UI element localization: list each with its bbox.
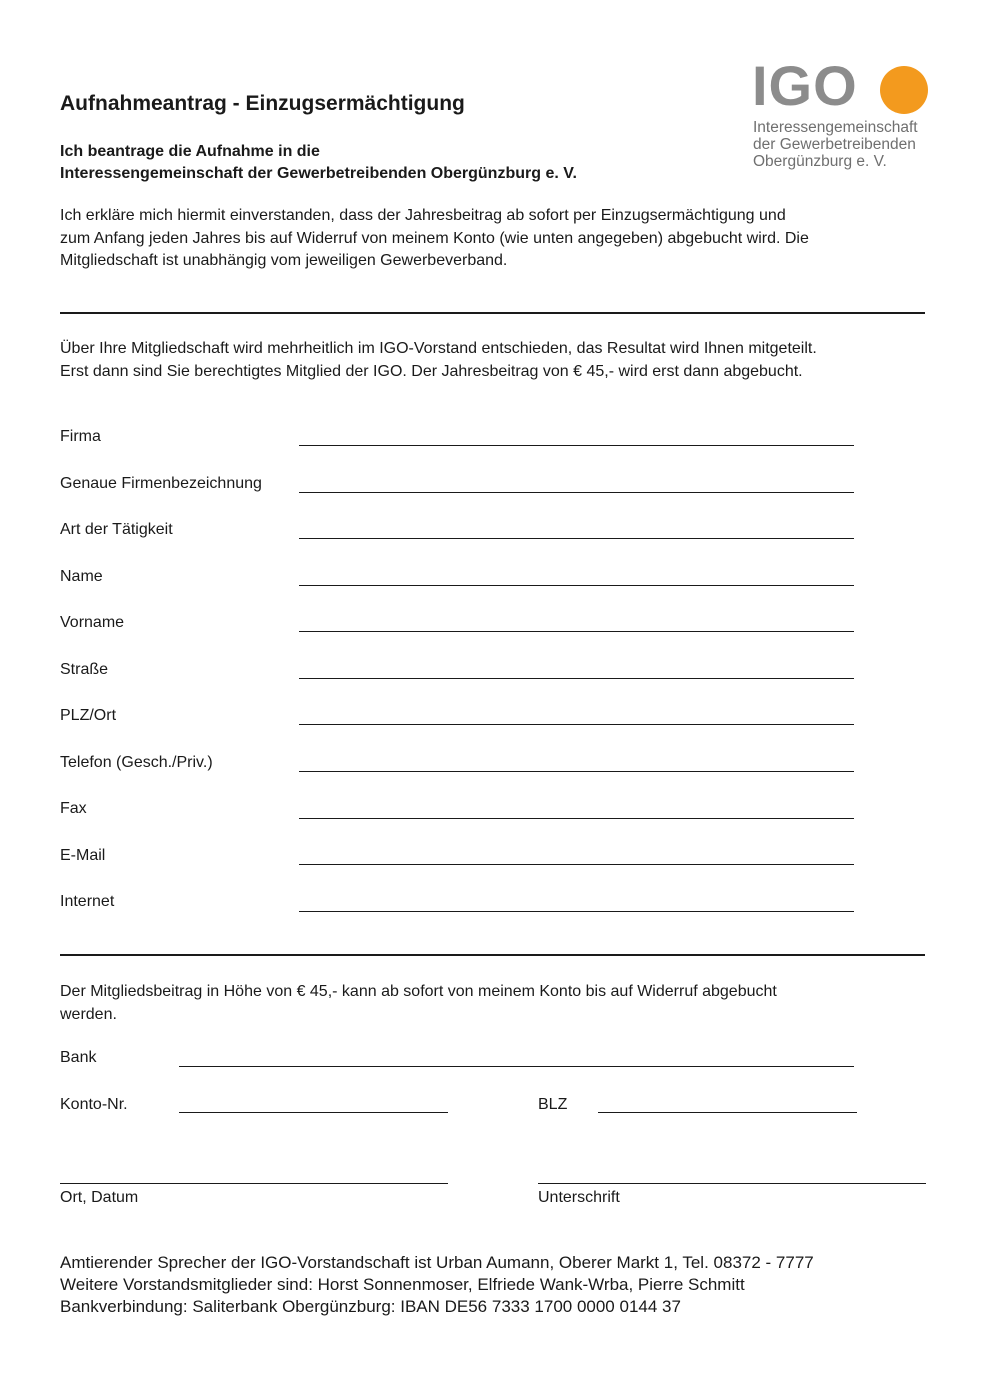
field-label-internet: Internet <box>60 893 115 910</box>
field-label-email: E-Mail <box>60 847 106 864</box>
field-input-strasse[interactable] <box>299 678 854 679</box>
blz-input[interactable] <box>598 1112 857 1113</box>
blz-label: BLZ <box>538 1096 568 1113</box>
logo-orange-dot-icon <box>880 66 928 114</box>
field-input-firma[interactable] <box>299 445 854 446</box>
field-label-firmenbezeichnung: Genaue Firmenbezeichnung <box>60 475 262 492</box>
place-date-label: Ort, Datum <box>60 1189 139 1206</box>
footer-line-2: Weitere Vorstandsmitglieder sind: Horst Sonnenmoser, Elfriede Wank-Wrba, Pierre Schmitt <box>60 1275 745 1294</box>
footer-line-1: Amtierender Sprecher der IGO-Vorstandschaft ist Urban Aumann, Oberer Markt 1, Tel. 08372 - 7777 <box>60 1253 814 1272</box>
bank-label: Bank <box>60 1049 97 1066</box>
membership-paragraph <box>60 338 930 383</box>
debit-paragraph <box>60 981 930 1026</box>
signature-label: Unterschrift <box>538 1189 620 1206</box>
field-input-name[interactable] <box>299 585 854 586</box>
igo-logo <box>752 54 932 172</box>
field-label-telefon: Telefon (Gesch./Priv.) <box>60 754 213 771</box>
logo-subtitle <box>753 119 918 170</box>
field-label-taetigkeit: Art der Tätigkeit <box>60 521 173 538</box>
field-label-fax: Fax <box>60 800 87 817</box>
field-input-fax[interactable] <box>299 818 854 819</box>
divider <box>60 954 925 956</box>
konto-label: Konto-Nr. <box>60 1096 128 1113</box>
logo-subtitle-line-1: Interessengemeinschaft <box>753 119 918 136</box>
field-label-name: Name <box>60 568 103 585</box>
field-input-plz-ort[interactable] <box>299 724 854 725</box>
bank-input[interactable] <box>179 1066 854 1067</box>
field-input-firmenbezeichnung[interactable] <box>299 492 854 493</box>
consent-line-3: Mitgliedschaft ist unabhängig vom jeweiligen Gewerbeverband. <box>60 252 508 269</box>
divider <box>60 312 925 314</box>
page-title: Aufnahmeantrag - Einzugsermächtigung <box>60 92 465 115</box>
field-label-plz-ort: PLZ/Ort <box>60 707 117 724</box>
field-label-strasse: Straße <box>60 661 109 678</box>
consent-paragraph <box>60 205 930 273</box>
consent-line-2: zum Anfang jeden Jahres bis auf Widerruf von meinem Konto (wie unten angegeben) abgebucht wird. Die <box>60 229 809 247</box>
field-input-taetigkeit[interactable] <box>299 538 854 539</box>
debit-line-1: Der Mitgliedsbeitrag in Höhe von € 45,- kann ab sofort von meinem Konto bis auf Widerruf abgebucht <box>60 983 777 1000</box>
intro-text <box>60 141 577 185</box>
field-input-vorname[interactable] <box>299 631 854 632</box>
footer-line-3: Bankverbindung: Saliterbank Obergünzburg: IBAN DE56 7333 1700 0000 0144 37 <box>60 1297 681 1316</box>
field-input-telefon[interactable] <box>299 771 854 772</box>
consent-line-1: Ich erkläre mich hiermit einverstanden, dass der Jahresbeitrag ab sofort per Einzugsermächtigung und <box>60 207 786 224</box>
field-input-internet[interactable] <box>299 911 854 912</box>
konto-input[interactable] <box>179 1112 448 1113</box>
debit-line-2: werden. <box>60 1005 117 1023</box>
intro-line-2: Interessengemeinschaft der Gewerbetreibenden Obergünzburg e. V. <box>60 165 577 182</box>
membership-line-1: Über Ihre Mitgliedschaft wird mehrheitlich im IGO-Vorstand entschieden, das Resultat wird Ihnen mitgeteilt. <box>60 340 817 357</box>
logo-subtitle-line-2: der Gewerbetreibenden <box>753 136 916 153</box>
field-label-firma: Firma <box>60 428 101 445</box>
intro-line-1: Ich beantrage die Aufnahme in die <box>60 143 320 160</box>
field-label-vorname: Vorname <box>60 614 125 631</box>
logo-subtitle-line-3: Obergünzburg e. V. <box>753 153 887 170</box>
logo-wordmark: IGO <box>752 54 858 117</box>
signature-input[interactable] <box>538 1183 926 1184</box>
field-input-email[interactable] <box>299 864 854 865</box>
place-date-input[interactable] <box>60 1183 448 1184</box>
membership-line-2: Erst dann sind Sie berechtigtes Mitglied der IGO. Der Jahresbeitrag von € 45,- wird erst dann abgebucht. <box>60 362 803 380</box>
footer-info <box>60 1252 814 1318</box>
